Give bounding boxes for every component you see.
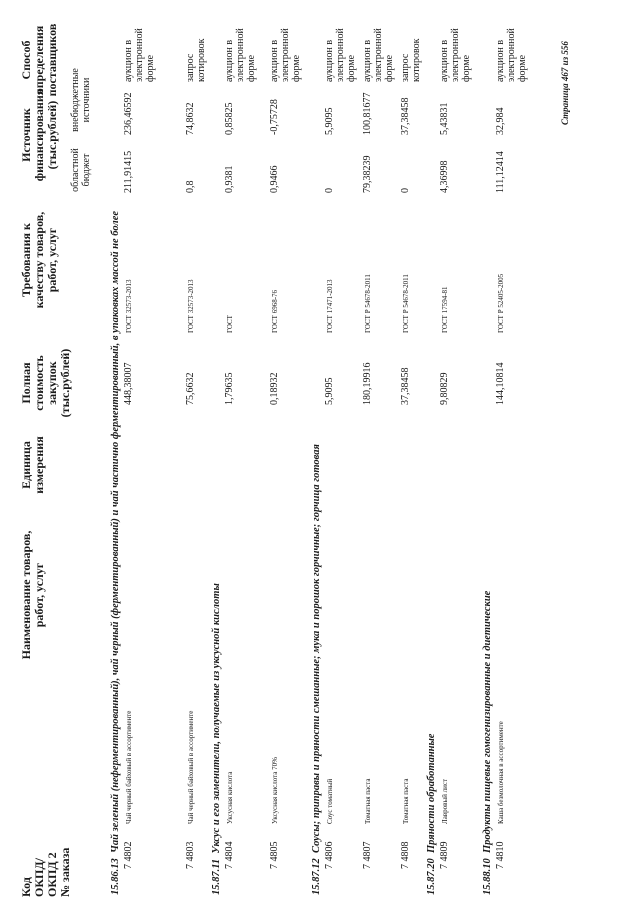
row-requirement: ГОСТ 32573-2013 — [125, 279, 133, 333]
header-line: измерения — [32, 436, 46, 494]
row-number: 7 4808 — [400, 841, 411, 869]
header-line: стоимость — [32, 355, 46, 411]
header-line: внебюджетные — [70, 68, 81, 132]
header-line: работ, услуг — [32, 562, 46, 628]
row-name: Каша безмолочная в ассортименте — [497, 721, 505, 824]
row-number: 7 4806 — [324, 841, 335, 869]
row-cost: 448,38007 — [123, 362, 134, 405]
section-title: Продукты пищевые гомогенизированные и диетические — [482, 590, 493, 853]
method-line: форме — [246, 54, 257, 82]
section-title: Чай зеленый (неферментированный), чай черный (ферментированный) и чай частично ферментированный, в упаковках массой не более — [110, 210, 121, 853]
row-extrabudgetary: 5,43831 — [439, 102, 450, 135]
row-method — [400, 39, 422, 82]
header-line: работ, услуг — [45, 227, 59, 293]
method-line: форме — [461, 54, 472, 82]
row-requirement: ГОСТ Р 52405-2005 — [497, 273, 505, 333]
row-extrabudgetary: 0,85825 — [224, 102, 235, 135]
row-name: Чай черный байховый в ассортименте — [187, 710, 195, 824]
method-line: электронной — [506, 28, 517, 82]
col-header-regional-budget — [70, 135, 92, 205]
row-name: Чай черный байховый в ассортименте — [125, 710, 133, 824]
row-name: Лавровый лист — [441, 778, 449, 824]
row-regional-budget: 79,38239 — [362, 155, 373, 193]
row-extrabudgetary: 5,9095 — [324, 107, 335, 135]
row-regional-budget: 0 — [400, 188, 411, 193]
row-number: 7 4807 — [362, 841, 373, 869]
row-number: 7 4804 — [224, 841, 235, 869]
row-regional-budget: 0 — [324, 188, 335, 193]
header-line: финансирования — [32, 88, 46, 182]
section-heading — [482, 591, 493, 895]
header-line: Полная — [19, 362, 33, 404]
row-name: Томатная паста — [364, 778, 372, 824]
col-header-code — [20, 837, 72, 897]
header-line: бюджет — [81, 153, 92, 187]
method-line: форме — [346, 54, 357, 82]
method-line: электронной — [134, 28, 145, 82]
row-requirement: ГОСТ Р 54678-2011 — [364, 274, 372, 333]
method-line: аукцион в — [439, 39, 450, 82]
header-line: (тыс.рублей) — [45, 100, 59, 170]
method-line: форме — [384, 54, 395, 82]
col-header-requirements — [20, 205, 59, 315]
row-method — [324, 28, 357, 82]
header-line: Требования к — [19, 223, 33, 297]
row-name: Уксусная кислота 70% — [271, 757, 279, 824]
row-requirement: ГОСТ 17471-2013 — [326, 279, 334, 333]
section-code: 15.87.12 — [311, 858, 322, 895]
method-line: электронной — [235, 28, 246, 82]
col-header-extrabudgetary — [70, 60, 92, 140]
header-line: Код — [19, 877, 33, 897]
row-method — [439, 28, 472, 82]
row-cost: 180,19916 — [362, 362, 373, 405]
section-heading — [426, 734, 437, 895]
row-regional-budget: 0,9466 — [269, 165, 280, 193]
row-cost: 144,10814 — [495, 362, 506, 405]
method-line: форме — [291, 54, 302, 82]
section-code: 15.86.13 — [110, 858, 121, 895]
row-cost: 9,80829 — [439, 372, 450, 405]
row-number: 7 4802 — [123, 841, 134, 869]
row-name: Уксусная кислота — [226, 771, 234, 824]
header-line: Наименование товаров, — [19, 530, 33, 660]
method-line: форме — [145, 54, 156, 82]
section-heading — [211, 583, 222, 895]
row-extrabudgetary: 74,8632 — [185, 102, 196, 135]
row-method — [123, 28, 156, 82]
method-line: котировок — [196, 38, 207, 82]
row-extrabudgetary: 236,46592 — [123, 92, 134, 135]
method-line: запрос — [185, 53, 196, 82]
method-line: аукцион в — [123, 39, 134, 82]
method-line: электронной — [373, 28, 384, 82]
row-requirement: ГОСТ — [226, 315, 234, 333]
row-method — [495, 28, 528, 82]
header-line: Источник — [19, 108, 33, 162]
method-line: электронной — [280, 28, 291, 82]
section-heading — [110, 211, 121, 895]
row-cost: 1,79635 — [224, 372, 235, 405]
header-line: закупок — [45, 361, 59, 405]
row-regional-budget: 211,91415 — [123, 150, 134, 193]
section-heading — [311, 444, 322, 895]
method-line: запрос — [400, 53, 411, 82]
method-line: аукцион в — [269, 39, 280, 82]
row-extrabudgetary: 37,38458 — [400, 97, 411, 135]
row-requirement: ГОСТ 32573-2013 — [187, 279, 195, 333]
row-regional-budget: 111,12414 — [495, 151, 506, 193]
header-line: источники — [81, 77, 92, 123]
row-extrabudgetary: 100,81677 — [362, 92, 373, 135]
row-number: 7 4809 — [439, 841, 450, 869]
header-line: ОКПД 2 — [45, 852, 59, 897]
row-name: Томатная паста — [402, 778, 410, 824]
header-line: качеству товаров, — [32, 211, 46, 309]
section-code: 15.88.10 — [482, 858, 493, 895]
row-number: 7 4810 — [495, 841, 506, 869]
row-number: 7 4805 — [269, 841, 280, 869]
method-line: аукцион в — [324, 39, 335, 82]
header-line: № заказа — [58, 847, 72, 897]
row-method — [185, 39, 207, 82]
row-extrabudgetary: 32,984 — [495, 107, 506, 135]
row-requirement: ГОСТ 6968-76 — [271, 289, 279, 333]
row-regional-budget: 0,9381 — [224, 165, 235, 193]
page-number: Страница 467 из 556 — [560, 41, 570, 125]
method-line: форме — [517, 54, 528, 82]
row-cost: 75,6632 — [185, 372, 196, 405]
method-line: аукцион в — [362, 39, 373, 82]
col-header-method — [20, 15, 59, 105]
header-line: Способ — [19, 40, 33, 80]
method-line: котировок — [411, 38, 422, 82]
col-header-name — [20, 495, 46, 695]
header-line: Единица — [19, 441, 33, 489]
col-header-cost — [20, 341, 72, 425]
header-line: областной — [70, 148, 81, 192]
row-method — [362, 28, 395, 82]
row-requirement: ГОСТ Р 54678-2011 — [402, 274, 410, 333]
method-line: электронной — [335, 28, 346, 82]
method-line: аукцион в — [224, 39, 235, 82]
section-title: Соусы; приправы и пряности смешанные; мука и порошок горчичные; горчица готовая — [311, 444, 322, 853]
row-number: 7 4803 — [185, 841, 196, 869]
header-line: (тыс.рублей) — [58, 348, 72, 418]
section-code: 15.87.20 — [426, 858, 437, 895]
row-extrabudgetary: -0,75728 — [269, 99, 280, 135]
row-regional-budget: 4,36998 — [439, 160, 450, 193]
row-method — [269, 28, 302, 82]
method-line: аукцион в — [495, 39, 506, 82]
col-header-unit — [20, 430, 46, 500]
method-line: электронной — [450, 28, 461, 82]
row-name: Соус томатный — [326, 778, 334, 824]
section-title: Пряности обработанные — [426, 733, 437, 853]
header-line: поставщиков — [45, 23, 59, 97]
section-title: Уксус и его заменители, получаемые из уксусной кислоты — [211, 583, 222, 854]
row-cost: 0,18932 — [269, 372, 280, 405]
row-cost: 37,38458 — [400, 367, 411, 405]
row-cost: 5,9095 — [324, 377, 335, 405]
row-requirement: ГОСТ 17594-81 — [441, 286, 449, 333]
header-line: ОКПД/ — [32, 858, 46, 897]
row-method — [224, 28, 257, 82]
row-regional-budget: 0,8 — [185, 180, 196, 193]
header-line: определения — [32, 25, 46, 95]
section-code: 15.87.11 — [211, 858, 222, 895]
